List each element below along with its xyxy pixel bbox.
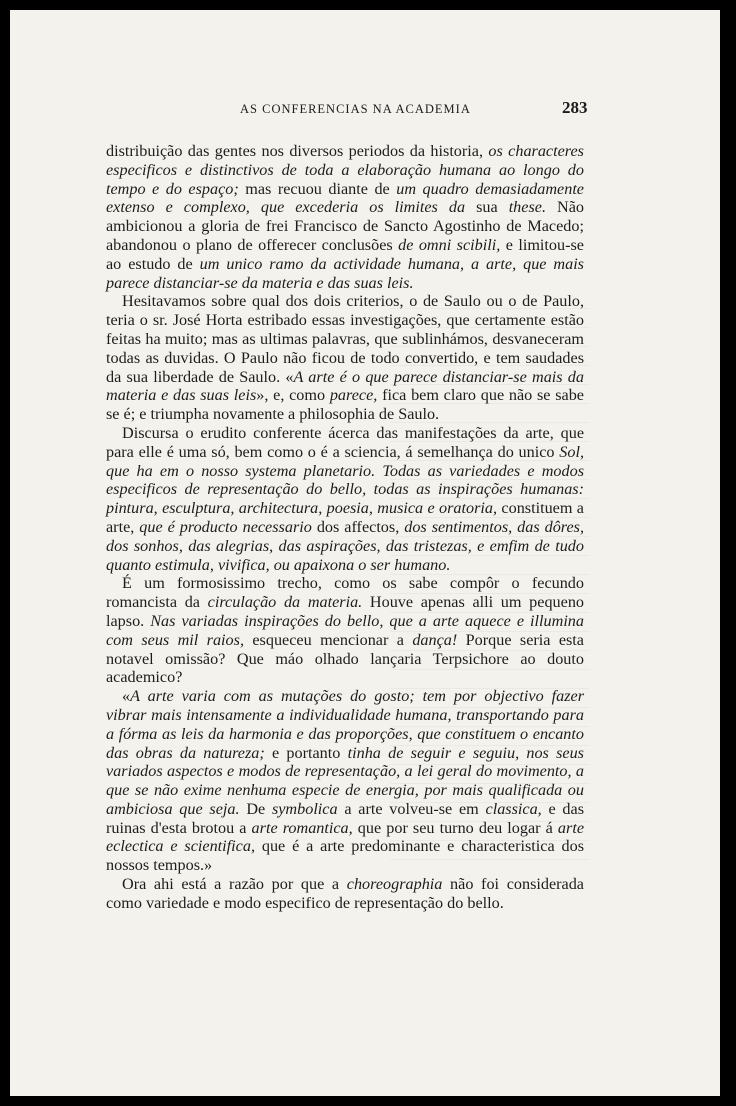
text-run: que por seu turno deu logar á (352, 818, 558, 837)
paragraph (106, 687, 584, 875)
paragraph (106, 574, 584, 687)
paragraph (106, 142, 584, 292)
paragraph (106, 292, 584, 424)
text-run: constituem a arte, (106, 499, 584, 536)
text-run: Discursa o erudito conferente ácerca das manifestações da arte, que para elle é uma só, bem como o é a sciencia, á semelhança do unico (106, 423, 584, 461)
book-page (10, 10, 720, 1096)
text-run: fica bem claro que não se sabe se é; e triumpha novamente a philosophia de Saulo. (106, 386, 584, 424)
italic-text-run: circulação da materia. (207, 593, 363, 612)
text-run: distribuição das gentes nos diversos periodos da historia, (106, 142, 489, 160)
text-run: Ora ahi está a razão por que a (122, 875, 347, 894)
text-run: Porque seria esta notavel omissão? Que máo olhado lançaria Terpsichore ao douto academico? (106, 630, 584, 687)
italic-text-run: classica, (485, 799, 542, 818)
text-run: e portanto (264, 743, 348, 762)
italic-text-run: A arte é o que parece distanciar-se mais da materia e das suas leis (106, 367, 584, 405)
italic-text-run: choreographia (346, 875, 443, 894)
text-run: De (239, 799, 272, 818)
text-run: mas recuou diante de (238, 179, 397, 198)
italic-text-run: um unico ramo da actividade humana, a arte, que mais parece distanciar-se da materia e das suas leis. (106, 254, 584, 292)
italic-text-run: Nas variadas inspirações do bello, que a arte aquece e illumina com seus mil raios, (106, 611, 584, 649)
italic-text-run: symbolica (271, 799, 338, 818)
text-run: É um formosissimo trecho, como os sabe compôr o fecundo romancista da (106, 574, 584, 612)
italic-text-run: these. (508, 198, 546, 217)
text-run: não foi considerada como variedade e modo especifico de representação do bello. (106, 875, 584, 912)
italic-text-run: parece, (329, 386, 378, 405)
italic-text-run: A arte varia com as mutações do gosto; tem por objectivo fazer vibrar mais intensamente a individualidade humana, transportando para a fórma as leis da harmonia e das proporções, que constituem o encanto das obras da natureza; (106, 687, 584, 762)
italic-text-run: de omni scibili, (398, 235, 501, 254)
running-title: AS CONFERENCIAS NA ACADEMIA (240, 102, 471, 116)
page-header (10, 100, 720, 122)
text-run: Hesitavamos sobre qual dos dois criterios, o de Saulo ou o de Paulo, teria o sr. José Horta estribado essas investigações, que certamente estão feitas ha muito; mas as ultimas palavras, que sublinhámos, desvaneceram todas as duvidas. O Paulo não ficou de todo convertido, e tem saudades da sua liberdade de Saulo. « (106, 292, 584, 386)
body-text (106, 142, 584, 913)
italic-text-run: um quadro demasiadamente extenso e complexo, que excederia os limites da (106, 179, 584, 217)
text-run: dos affectos, (311, 517, 405, 536)
text-run: e limitou-se ao estudo de (106, 235, 584, 273)
italic-text-run: arte romantica, (251, 818, 353, 837)
text-run: sua (465, 198, 509, 217)
text-run: a arte volveu-se em (337, 799, 486, 818)
italic-text-run: que é producto necessario (139, 517, 312, 536)
text-run: Não ambicionou a gloria de frei Francisco de Sancto Agostinho de Macedo; abandonou o plano de offerecer conclusões (106, 198, 584, 254)
page-number: 283 (562, 98, 588, 117)
text-run: « (122, 687, 131, 706)
text-run: », e, como (256, 386, 330, 405)
italic-text-run: dos sentimentos, das dôres, dos sonhos, das alegrias, das aspirações, das tristezas, e emfim de tudo quanto estimula, vivifica, ou apaixona o ser humano. (106, 517, 585, 574)
text-run: e das ruinas d'esta brotou a (106, 799, 585, 837)
italic-text-run: os characteres especificos e distinctivos de toda a elaboração humana ao longo do tempo e do espaço; (106, 142, 584, 198)
italic-text-run: Sol, que ha em o nosso systema planetario. Todas as variedades e modos especificos de representação do bello, todas as inspirações humanas: pintura, esculptura, architectura, poesia, musica e oratoria, (106, 442, 584, 518)
paragraph (106, 875, 584, 913)
paragraph (106, 424, 584, 574)
italic-text-run: tinha de seguir e seguiu, nos seus variados aspectos e modos de representação, a lei geral do movimento, a que se não exime nenhuma especie de energia, por mais qualificada ou ambiciosa que seja. (106, 743, 584, 818)
text-run: esqueceu mencionar a (244, 630, 413, 649)
text-run: que é a arte predominante e characteristica dos nossos tempos.» (106, 837, 584, 875)
italic-text-run: dança! (412, 630, 458, 649)
text-run: Houve apenas alli um pequeno lapso. (106, 593, 585, 630)
italic-text-run: arte eclectica e scientifica, (106, 818, 584, 856)
